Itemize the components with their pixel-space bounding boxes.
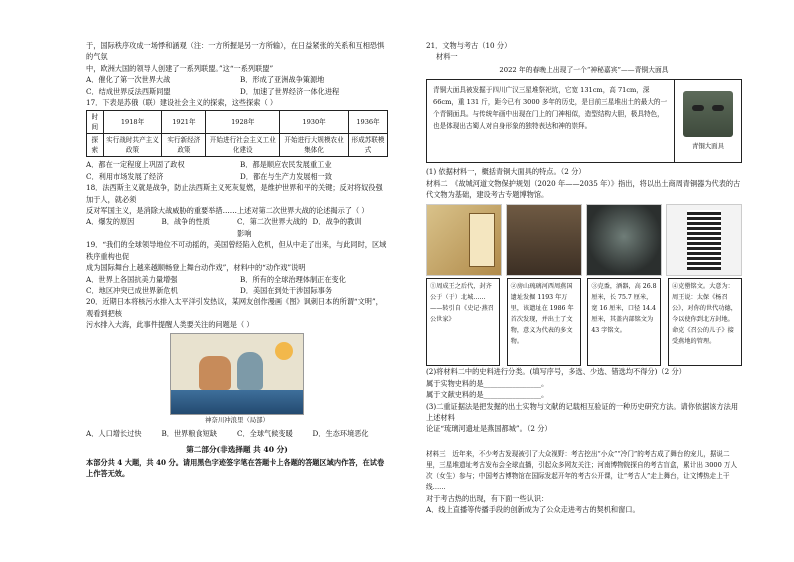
- q20-option-d[interactable]: D．生态环境恶化: [312, 428, 369, 438]
- table-head-cell: 1930年: [280, 111, 349, 134]
- q20-text-2: 污水排入大海，此事件提醒人类要关注的问题是（ ）: [86, 320, 254, 330]
- bronze-vessel-image: [586, 204, 662, 276]
- q16-option-a[interactable]: A．催化了第一次世界大战: [86, 75, 171, 85]
- material-1-box: [426, 79, 742, 163]
- q17-options: [86, 159, 388, 182]
- cartoon-illustration: [170, 333, 304, 415]
- left-column: [86, 40, 388, 480]
- figure-shape: [237, 352, 263, 390]
- q18-option-b[interactable]: B．战争的性质: [161, 217, 210, 227]
- table-cell: 开始进行大规模农业集体化: [280, 134, 349, 157]
- sub-question-4-a: A．线上直播等传播手段的创新成为了公众走进考古的契机和窗口。: [426, 505, 640, 515]
- q17-table: [86, 110, 388, 157]
- material-1-text: 青铜大面具被发掘于四川广汉三星堆祭祀坑，它宽 131cm，高 71cm，深 66cm，重 131 斤，距今已有 3000 多年的历史，是目前三星堆出土的最大的一个青铜面具。与传统年画中出现在门上的门神相似，造型结构大胆，极具特色，也是体现出古蜀人对自身形象的独特表达和神的崇拜。: [433, 86, 668, 131]
- inscription-rubbing-image: [666, 204, 742, 276]
- part2-instructions-1: 本部分共 4 大题，共 40 分。请用黑色字迹签字笔在答题卡上各题的答题区域内作答，在试卷: [86, 457, 385, 467]
- caption-1: ①周成王之后代，封齐公于（于）北城……——转引自《史记·燕召公世家》: [426, 278, 500, 366]
- material-1-title: 2022 年的春晚上出现了一个“神秘嘉宾”——青铜大面具: [499, 65, 669, 74]
- sub-question-1: (1) 依据材料一，概括青铜大面具的特点。（2 分）: [426, 167, 586, 177]
- illustration-caption: 神奈川冲浪里（局部）: [205, 415, 269, 424]
- q18-text-2: 反对军国主义，是消除大战威胁的重要举措……上述对第二次世界大战的论述揭示了（ ）: [86, 206, 369, 216]
- sub-question-2: (2)将材料二中的史料进行分类。(填写序号，多选、少选、错选均不得分)（2 分）: [426, 367, 686, 377]
- wave-shape: [171, 390, 303, 414]
- sub-question-3-line-2: 论证“琉璃河遗址是燕国都城”。（2 分）: [426, 424, 552, 434]
- q19-option-c[interactable]: C．地区冲突已成世界新危机: [86, 285, 178, 295]
- table-row-label: 探索: [87, 134, 104, 157]
- q17-option-c[interactable]: C．利用市场发展了经济: [86, 171, 164, 181]
- q19-text-2: 成为国际舞台上越来越顺畅登上舞台动作戏”，材料中的“动作戏”说明: [86, 263, 306, 273]
- q21-title: 21．文物与考古（10 分）: [426, 41, 512, 50]
- bronze-mask-image: [683, 91, 733, 137]
- figure-shape: [199, 356, 231, 390]
- sub-question-4: 对于考古热的出现，有下面一些认识：: [426, 493, 549, 503]
- material-2-text: 材料二 《故城河道文物保护规划（2020 年——2035 年）》指出，将以出土商周青铜器为代表的古代文物为基础，建设考古专题博物馆。: [426, 178, 741, 200]
- q16-text-2: 中，欧洲大国的领导人创建了一系列联盟。”这“一系列联盟”: [86, 63, 274, 73]
- table-cell: 开始进行社会主义工业化建设: [206, 134, 280, 157]
- table-cell: 实行战时共产主义政策: [103, 134, 162, 157]
- material-2-photos: [426, 204, 742, 276]
- table-cell: 实行新经济政策: [162, 134, 206, 157]
- q16-option-c[interactable]: C．结成世界反法西斯同盟: [86, 86, 171, 96]
- answer-line-documentary[interactable]: 属于文献史料的是________________。: [426, 390, 549, 400]
- q18-option-a[interactable]: A．爆发的原因: [86, 217, 135, 227]
- q20-text-1: 20．近期日本将核污水排入太平洋引发热议，某网友创作漫画《图》讽刺日本的所谓“文明”，观看到把核: [86, 297, 383, 318]
- table-head-row: [87, 111, 388, 134]
- shiji-book-image: [426, 204, 502, 276]
- q18-options: [86, 216, 388, 239]
- q19-option-a[interactable]: A．世界上各国抗美力量增强: [86, 274, 178, 284]
- q20-option-a[interactable]: A．人口增长过快: [86, 428, 142, 438]
- q20-options: [86, 428, 388, 439]
- q18-option-d[interactable]: D．战争的教训: [312, 217, 362, 227]
- q16-option-b[interactable]: B．形成了亚洲战争策源地: [240, 75, 325, 85]
- material-2-captions: [426, 276, 742, 366]
- q20-option-c[interactable]: C．全球气候变暖: [237, 428, 293, 438]
- right-column: [426, 40, 742, 516]
- excavation-site-image: [506, 204, 582, 276]
- q16-text-1: 于，国际秩序攻成一场悸和涵观（注：一方所握是另一方所输），在日益紧张的关系和互相恐惧的气氛: [86, 41, 385, 62]
- q17-option-d[interactable]: D．都在与生产力发展相一致: [240, 171, 333, 181]
- q19-option-d[interactable]: D．美国在到处干涉国际事务: [240, 285, 333, 295]
- caption-3: ③克盉，酒器，高 26.8 厘米，长 75.7 厘米，宽 16 厘米，口径 14.4 厘米，其盖内部铭文为 43 字铭文。: [587, 278, 661, 366]
- part2-instructions-2: 上作答无效。: [86, 469, 130, 479]
- q18-option-c[interactable]: C．第二次世界大战的影响: [237, 217, 308, 238]
- material-1-label: 材料一: [436, 52, 458, 62]
- q20-option-b[interactable]: B．世界粮食短缺: [161, 428, 218, 438]
- material-3-text: 材料三 近年来，不少考古发现被引了大众视野：考古挖出“小众”“冷门”的考古成了舞台的宠儿，据说二里，三星堆遗址考古发布会全球直播，引起众多网友关注；河南博物院探自的考古盲盒，累计出 3000 万人次（女生）参与；中国考古博物馆在国际发起开年的考古公开课，让“考古人”走上舞台，让文博热走上干线……: [426, 449, 738, 491]
- q19-option-b[interactable]: B．所有的全球治理体制正在变化: [240, 274, 346, 284]
- q17-option-a[interactable]: A．都在一定程度上巩固了政权: [86, 160, 185, 170]
- caption-4: ④克罍铭文。大意为：周王说：太保《杨召公》，对你的世代功德，今以使你到北方封地。命克《召公的儿子》接受燕地的管理。: [668, 278, 742, 366]
- table-head-cell: 时间: [87, 111, 104, 134]
- table-cell: 形成苏联模式: [349, 134, 388, 157]
- table-row: [87, 134, 388, 157]
- table-head-cell: 1928年: [206, 111, 280, 134]
- part2-title: 第二部分(非选择题 共 40 分): [186, 445, 288, 455]
- book-title-shape: [469, 213, 495, 267]
- bronze-mask-caption: 青铜大面具: [692, 141, 724, 150]
- sub-question-3-line-1: (3)二重证据法是把发掘的出土实物与文献的记载相互验证的一种历史研究方法。请你依据该方法用上述材料: [426, 401, 739, 423]
- q18-text-1: 18．法西斯主义就是战争，防止法西斯主义死灰复燃，是维护世界和平的关键；反对将奴役强加于人，就必须: [86, 183, 383, 204]
- q16-options: [86, 74, 388, 97]
- q17-stem: 17．下表是苏俄（联）建设社会主义的探索，这些探索（ ）: [86, 98, 278, 108]
- caption-2: ②房山琉璃河西周燕国遗址发掘 1193 年万里，该遗址在 1986 年首次发现，并出土了文物，意义为代表的多文物。: [507, 278, 581, 366]
- q19-options: [86, 274, 388, 297]
- sun-shape: [275, 342, 293, 360]
- q17-option-b[interactable]: B．都是顺应农民发展重工业: [240, 160, 332, 170]
- table-head-cell: 1921年: [162, 111, 206, 134]
- table-head-cell: 1918年: [103, 111, 162, 134]
- rubbing-shape: [687, 210, 721, 270]
- q19-text-1: 19．“我们的全球领导地位不可动摇的，美国曾经陷入危机，但从中走了出来，与此同时，区域秩序重构也促: [86, 240, 387, 261]
- q16-option-d[interactable]: D．加速了世界经济一体化进程: [240, 86, 340, 96]
- answer-line-physical[interactable]: 属于实物史料的是________________。: [426, 378, 549, 388]
- table-head-cell: 1936年: [349, 111, 388, 134]
- bronze-mask-figure: [674, 80, 741, 162]
